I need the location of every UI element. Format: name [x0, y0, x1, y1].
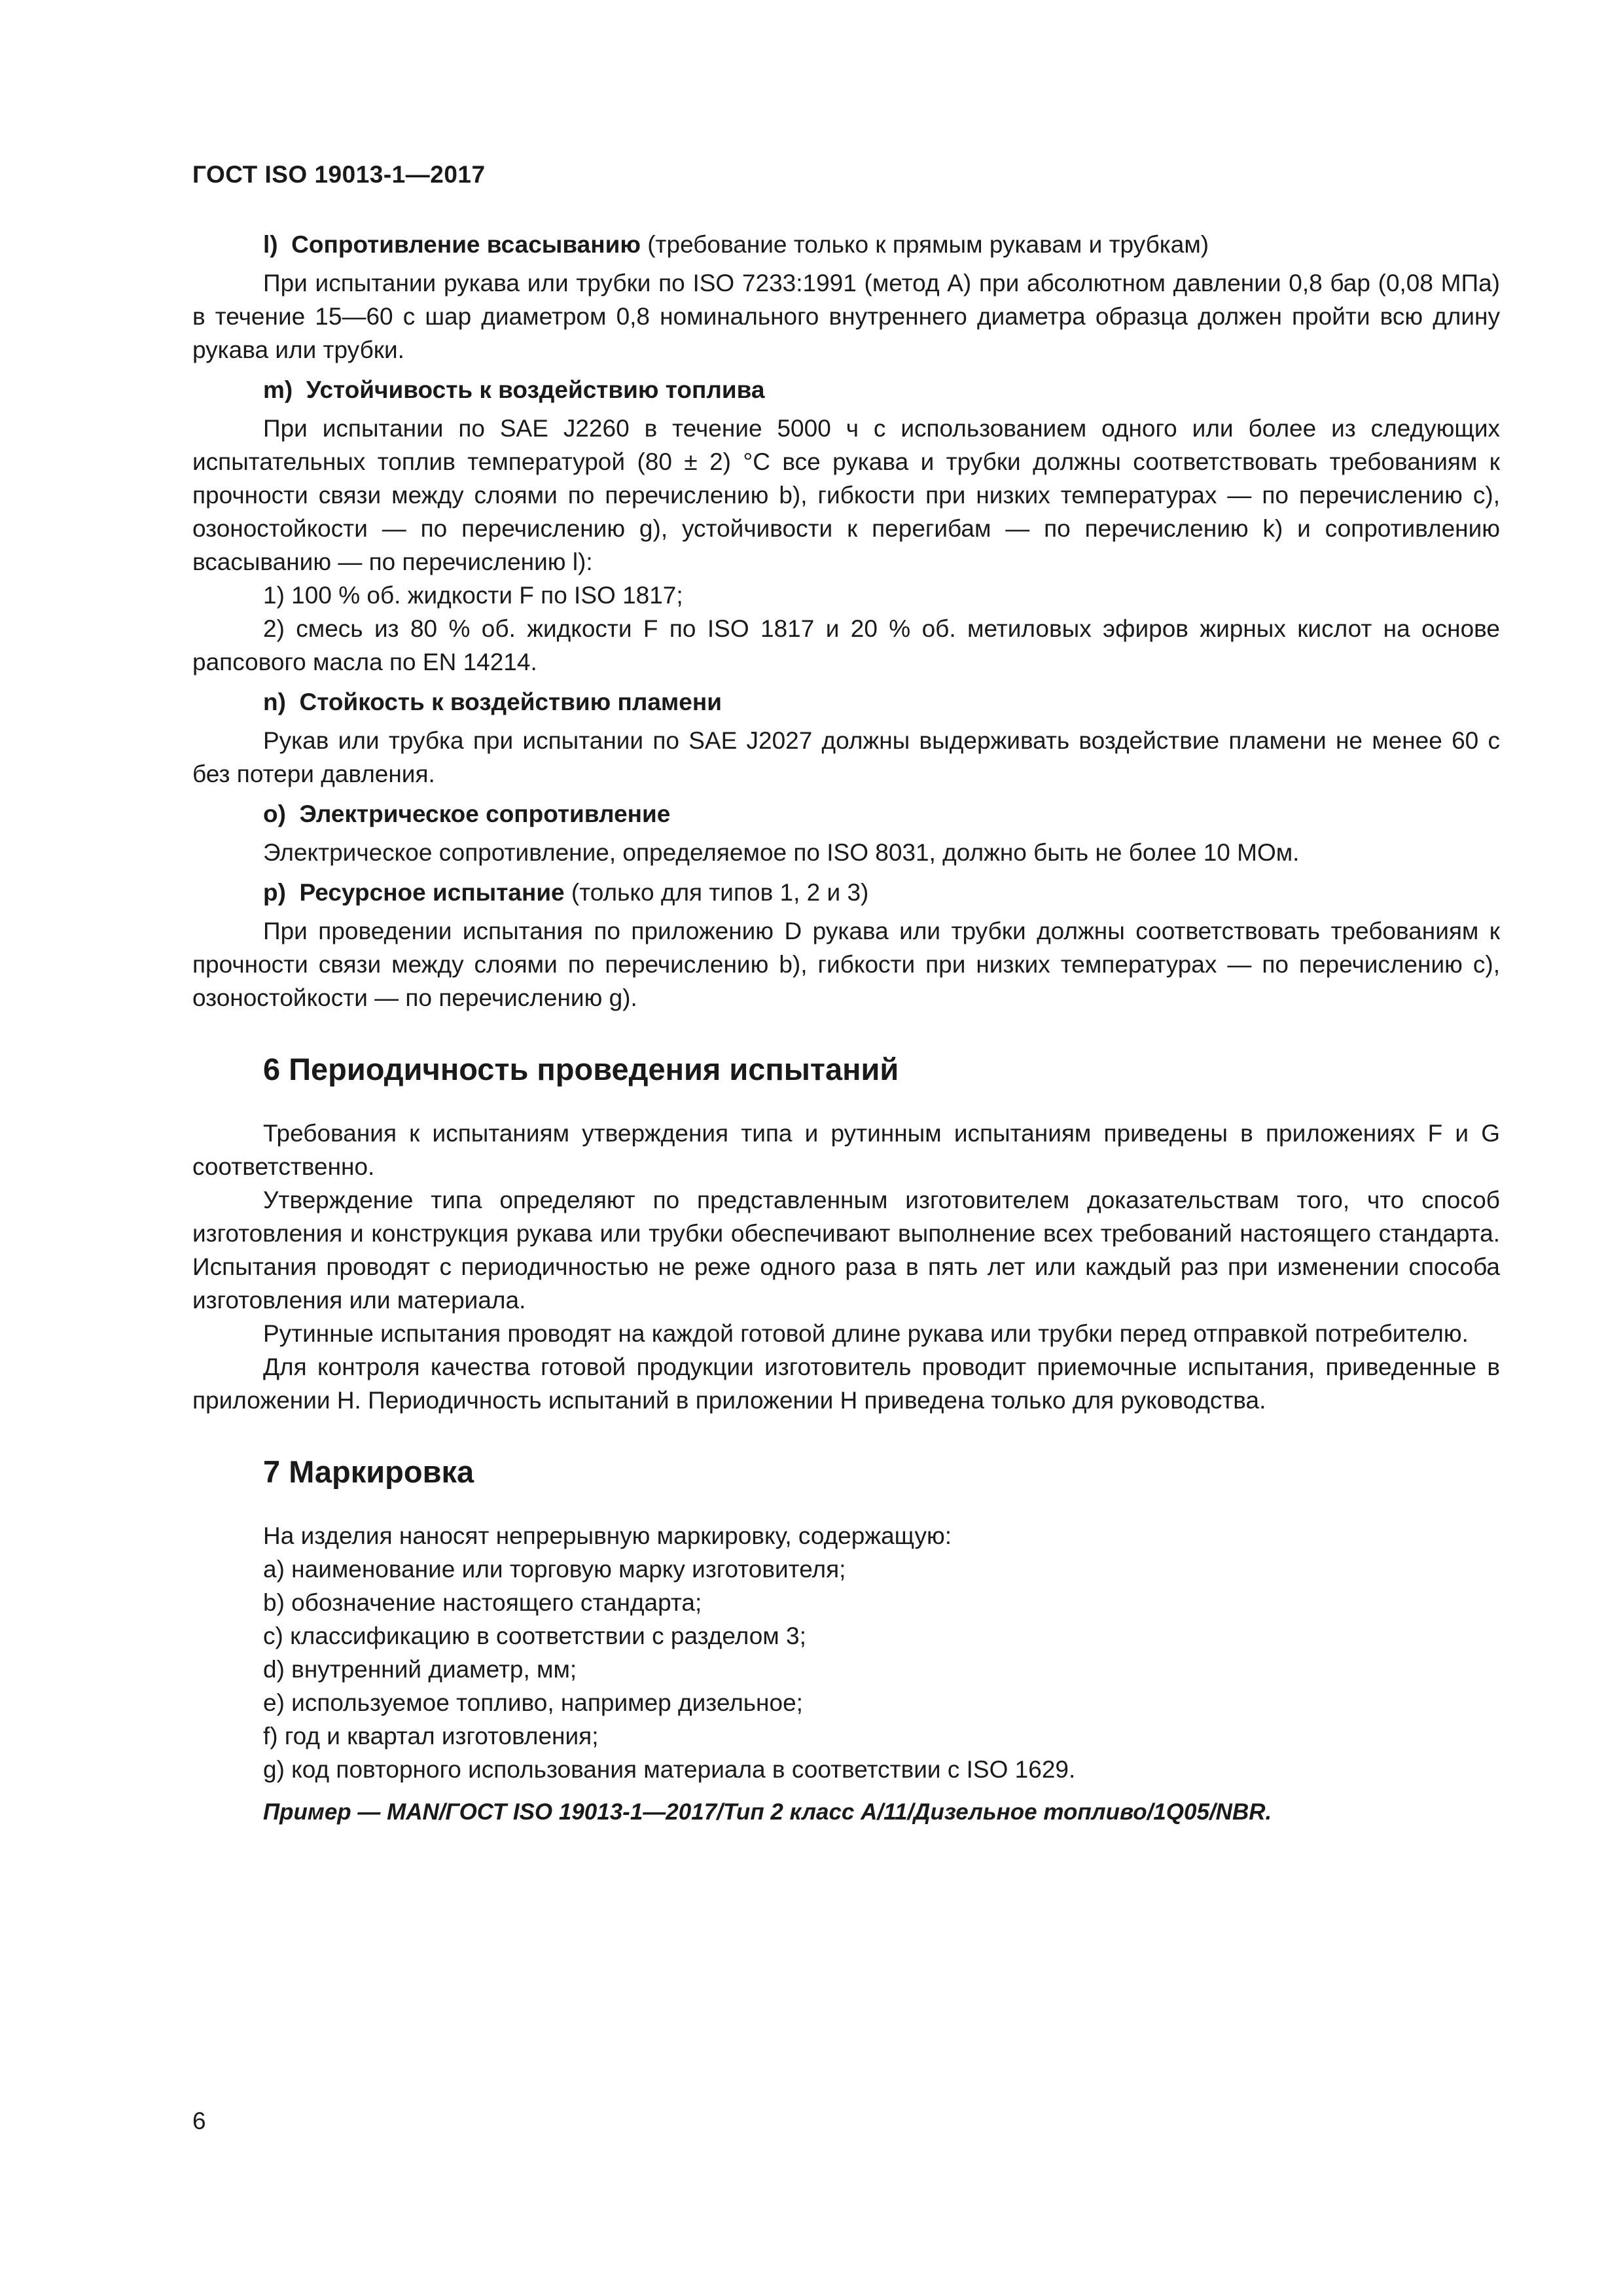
section-7-intro: На изделия наносят непрерывную маркировку, содержащую:: [263, 1522, 952, 1549]
item-n-title: Стойкость к воздействию пламени: [299, 689, 722, 715]
item-l-marker: l): [263, 231, 278, 258]
item-m-list-2: 2) смесь из 80 % об. жидкости F по ISO 1817 и 20 % об. метиловых эфиров жирных кислот на основе рапсового масла по EN 14214.: [192, 615, 1500, 675]
item-n-heading: [192, 685, 1500, 719]
item-o-text: Электрическое сопротивление, определяемое по ISO 8031, должно быть не более 10 МОм.: [263, 839, 1300, 866]
marking-list-item: c) классификацию в соответствии с разделом 3;: [263, 1623, 806, 1649]
item-m-title: Устойчивость к воздействию топлива: [306, 376, 765, 403]
item-p-title: Ресурсное испытание: [299, 879, 565, 906]
item-o-heading: [192, 797, 1500, 831]
marking-list-item: b) обозначение настоящего стандарта;: [263, 1589, 702, 1616]
section-6-paragraph: Рутинные испытания проводят на каждой готовой длине рукава или трубки перед отправкой потребителю.: [263, 1320, 1469, 1347]
section-6-paragraph: Утверждение типа определяют по представленным изготовителем доказательствам того, что способ изготовления и конструкция рукава или трубки обеспечивают выполнение всех требований настоящего стандарта. Испытания проводят с периодичностью не реже одного раза в пять лет или каждый раз при изменении способа изготовления или материала.: [192, 1187, 1500, 1314]
marking-list-item: d) внутренний диаметр, мм;: [263, 1656, 577, 1683]
document-header: ГОСТ ISO 19013-1—2017: [192, 161, 486, 188]
item-n-marker: n): [263, 689, 286, 715]
marking-list-item: g) код повторного использования материала в соответствии с ISO 1629.: [263, 1756, 1076, 1783]
marking-list-item: f) год и квартал изготовления;: [263, 1723, 599, 1749]
item-p-heading: [192, 876, 1500, 909]
item-l-note: (требование только к прямым рукавам и трубкам): [640, 231, 1209, 258]
section-7-title: 7 Маркировка: [263, 1454, 474, 1489]
marking-list-item: e) используемое топливо, например дизельное;: [263, 1689, 803, 1716]
section-6-title: 6 Периодичность проведения испытаний: [263, 1052, 899, 1086]
item-p-note: (только для типов 1, 2 и 3): [564, 879, 869, 906]
section-6-paragraph: Требования к испытаниям утверждения типа и рутинным испытаниям приведены в приложениях F и G соответственно.: [192, 1120, 1500, 1180]
item-n-text: Рукав или трубка при испытании по SAE J2027 должны выдерживать воздействие пламени не менее 60 с без потери давления.: [192, 727, 1500, 787]
section-6-paragraph: Для контроля качества готовой продукции изготовитель проводит приемочные испытания, приведенные в приложении H. Периодичность испытаний в приложении H приведена только для руководства.: [192, 1354, 1500, 1414]
item-p-marker: p): [263, 879, 286, 906]
page-number: 6: [192, 2108, 206, 2134]
item-m-marker: m): [263, 376, 293, 403]
item-m-heading: [192, 373, 1500, 406]
item-l-text: При испытании рукава или трубки по ISO 7233:1991 (метод А) при абсолютном давлении 0,8 бар (0,08 МПа) в течение 15—60 с шар диаметром 0,8 номинального внутреннего диаметра образца должен пройти всю длину рукава или трубки.: [192, 270, 1500, 363]
item-p-text: При проведении испытания по приложению D рукава или трубки должны соответствовать требованиям к прочности связи между слоями по перечислению b), гибкости при низких температурах — по перечислению c), озоностойкости — по перечислению g).: [192, 918, 1500, 1011]
item-o-marker: o): [263, 800, 286, 827]
item-m-text: При испытании по SAE J2260 в течение 5000 ч с использованием одного или более из следующих испытательных топлив температурой (80 ± 2) °С все рукава и трубки должны соответствовать требованиям к прочности связи между слоями по перечислению b), гибкости при низких температурах — по перечислению c), озоностойкости — по перечислению g), устойчивости к перегибам — по перечислению k) и сопротивлению всасыванию — по перечислению l):: [192, 415, 1500, 575]
marking-example: Пример — MAN/ГОСТ ISO 19013-1—2017/Тип 2 класс A/11/Дизельное топливо/1Q05/NBR.: [263, 1799, 1272, 1825]
marking-list-item: a) наименование или торговую марку изготовителя;: [263, 1556, 846, 1583]
item-l-title: Сопротивление всасыванию: [291, 231, 641, 258]
page-content: [192, 228, 1500, 1829]
item-m-list-1: 1) 100 % об. жидкости F по ISO 1817;: [263, 582, 683, 609]
item-l-heading: [192, 228, 1500, 261]
item-o-title: Электрическое сопротивление: [299, 800, 671, 827]
